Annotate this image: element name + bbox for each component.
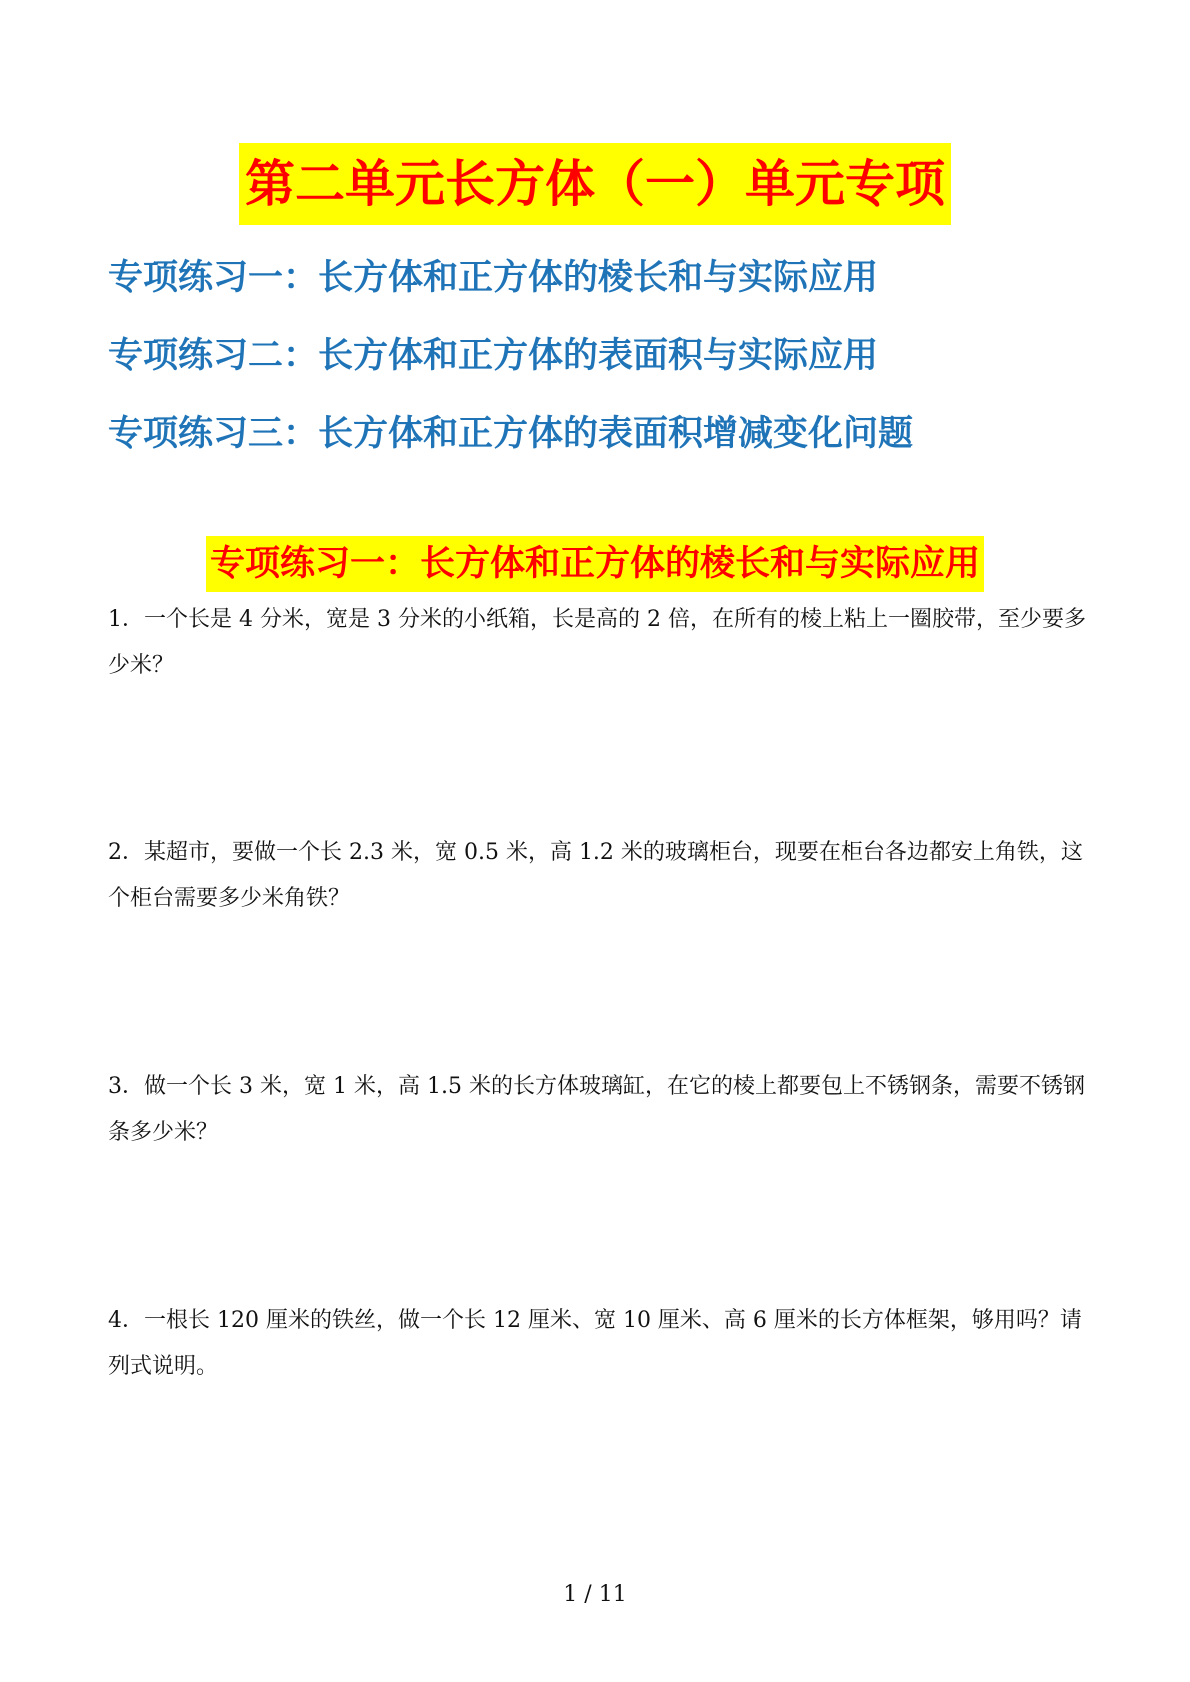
toc-item-2: 专项练习二：长方体和正方体的表面积与实际应用 (108, 336, 879, 376)
table-of-contents (108, 250, 913, 484)
question-3: 3．做一个长 3 米，宽 1 米，高 1.5 米的长方体玻璃缸，在它的棱上都要包上不锈钢条，需要不锈钢条多少米？ (108, 1074, 1085, 1145)
question-1: 1．一个长是 4 分米，宽是 3 分米的小纸箱，长是高的 2 倍，在所有的棱上粘上一圈胶带，至少要多少米？ (108, 607, 1086, 678)
page-title: 第二单元长方体（一）单元专项 (239, 143, 951, 225)
page-title-container (0, 143, 1190, 225)
toc-item-1: 专项练习一：长方体和正方体的棱长和与实际应用 (108, 258, 879, 298)
question-4: 4．一根长 120 厘米的铁丝，做一个长 12 厘米、宽 10 厘米、高 6 厘米的长方体框架，够用吗？请列式说明。 (108, 1308, 1082, 1379)
page-number: 1 / 11 (563, 1582, 627, 1607)
question-2: 2．某超市，要做一个长 2.3 米，宽 0.5 米，高 1.2 米的玻璃柜台，现要在柜台各边都安上角铁，这个柜台需要多少米角铁？ (108, 840, 1083, 911)
section-heading: 专项练习一：长方体和正方体的棱长和与实际应用 (206, 536, 984, 592)
toc-item-3: 专项练习三：长方体和正方体的表面积增减变化问题 (108, 414, 914, 454)
section-heading-container (0, 536, 1190, 592)
